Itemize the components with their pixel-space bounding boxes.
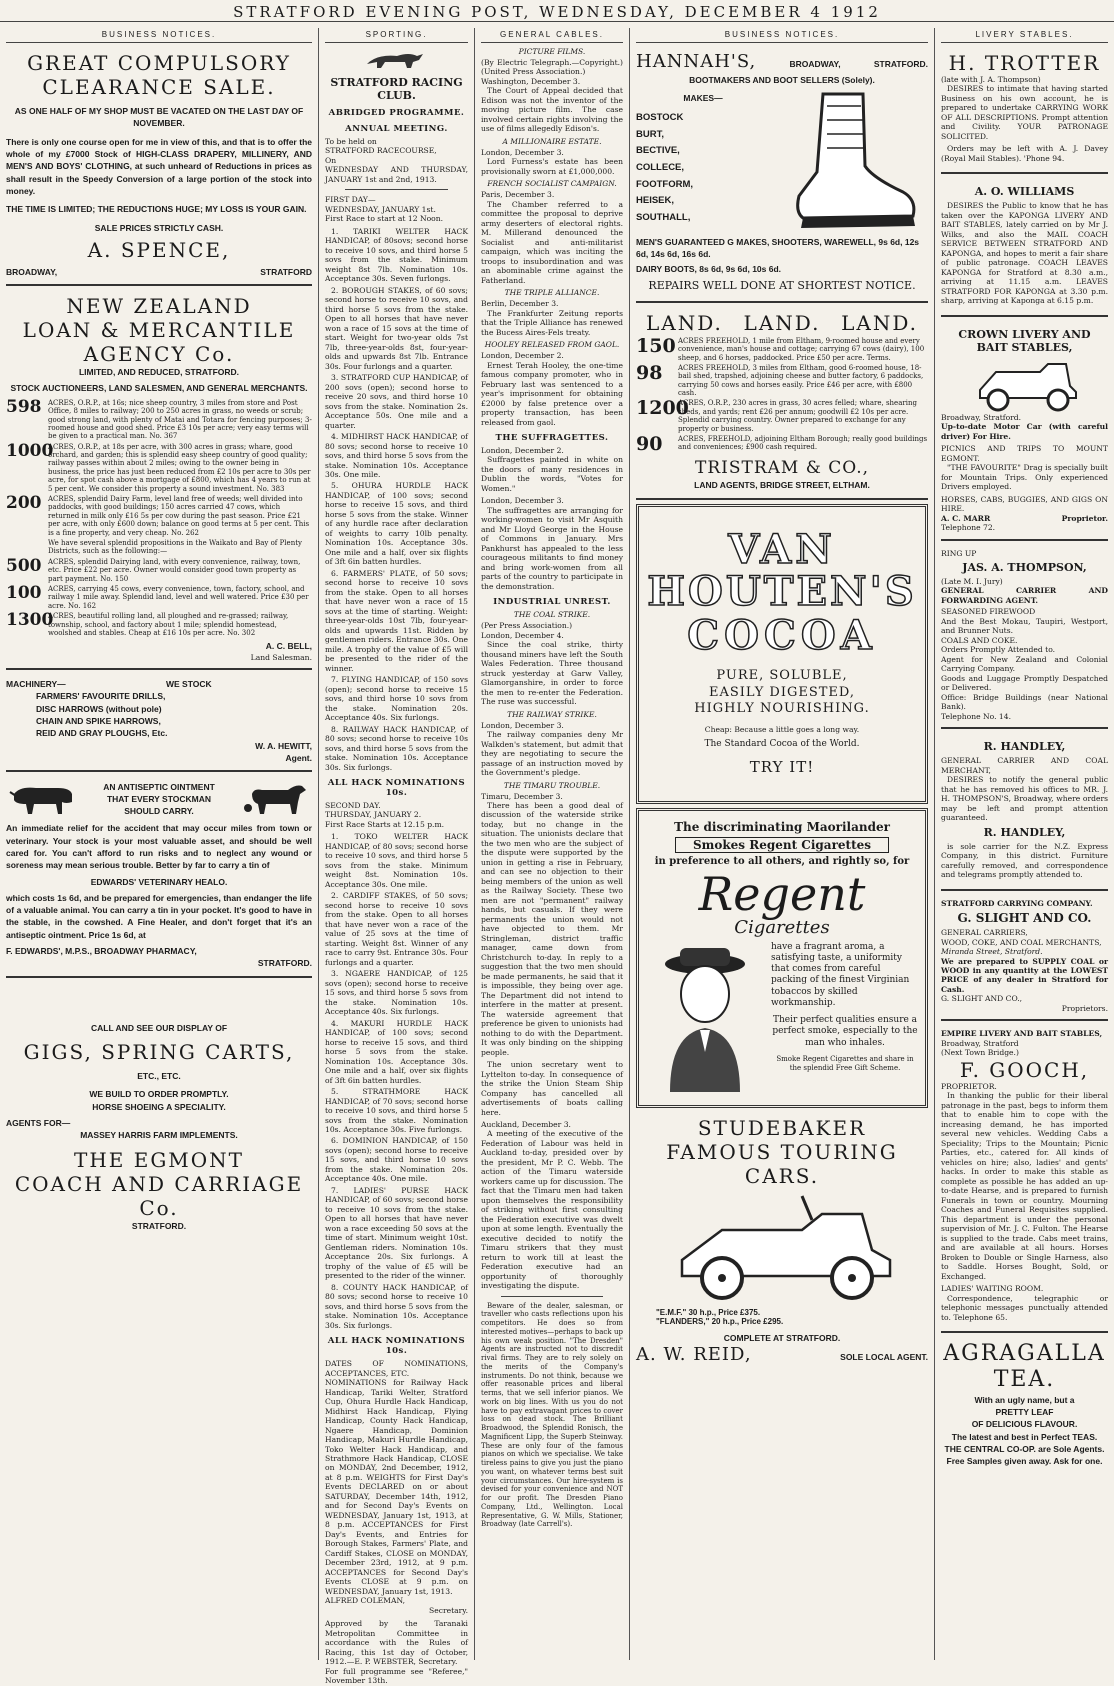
dateline-washington: Washington, December 3. <box>481 76 581 86</box>
crown-favourite: "THE FAVOURITE" Drag is specially built for Mountain Trips. Only experienced Drivers employed. <box>941 463 1108 492</box>
crown-prop-title: Proprietor. <box>1061 513 1108 523</box>
land-listing <box>6 555 312 583</box>
cocoa-cheap: Cheap: Because a little goes a long way. <box>704 725 860 735</box>
gigs-agents: AGENTS FOR— <box>6 1117 71 1128</box>
listing-text: ACRES, O.R.P., at 16s; nice sheep country, 3 miles from store and Post Office, 8 miles to railway; 200 to 250 acres in grass, no weeds or scrub; good strong land, with plenty of Matai and Totara for fencing purposes; 3-roomed house and good shed. Price £3 10s per acre; very easy terms will be given to a practical man. No. 367 <box>48 398 312 441</box>
boot-brand: SOUTHALL, <box>636 211 691 223</box>
land-ad <box>636 307 928 500</box>
van-houten-cocoa-ad <box>636 504 928 804</box>
annual-meeting: ANNUAL MEETING. <box>345 124 448 134</box>
studebaker-complete: COMPLETE AT STRATFORD. <box>723 1332 841 1343</box>
studebaker-title-2: FAMOUS TOURING CARS. <box>666 1139 898 1188</box>
hannah-town: STRATFORD. <box>873 59 928 69</box>
day-one-start: First Race to start at 12 Noon. <box>325 214 444 224</box>
thompson-best: And the Best Mokau, Taupiri, Westport, and Brunner Nuts. <box>941 616 1108 636</box>
empire-body: In thanking the public for their liberal patronage in the past, begs to inform them that to enable him to cope with the increasing demand, he has imported several new vehicles. Wedding Cabs a Speciality; Trips to the Mountain; Picnic Parties, etc., catered for. All kinds of vehicles on hire; also, ladies' and gents' hacks. In order to make this stable as complete as possible he has added an up-to-date Hearse, and is prepared to furnish Funerals in town or country. Mourning Coaches and Funeral Requisites supplied. This department is under the personal supervision of Mr. J. C. Fulton. The Hearse is supplied to the trade. Cabs meet trains, and are available at all hours. Horses Broken to Double or Single Harness, also to Saddle. Horses Bought, Sold, or Exchanged. <box>941 1091 1108 1281</box>
machinery-item: REID AND GRAY PLOUGHS, Etc. <box>36 728 168 739</box>
picture-films-head: PICTURE FILMS. <box>518 47 586 56</box>
clearance-addr-right: STRATFORD <box>260 266 312 277</box>
williams-name: A. O. WILLIAMS <box>974 185 1075 199</box>
cocoa-standard: The Standard Cocoa of the World. <box>704 738 860 749</box>
timaru-body-3: A meeting of the executive of the Federation of Labour was held in Auckland to-day, presided over by the president, Mr P. C. Webb. The action of the Timaru waterside workers came up for discussion. The fact that the Timaru men had taken upon themselves the responsibility of striking without first consulting the Federation executive was dwelt upon at some length. Eventually the executive decided to notify the Timaru strikers that they must return to work till at least the Federation executive had an opportunity of thoroughly investigating the dispute. <box>481 1129 623 1291</box>
crown-prop: A. C. MARR <box>941 513 991 523</box>
clearance-terms: SALE PRICES STRICTLY CASH. <box>94 222 224 233</box>
nzloan-trade: STOCK AUCTIONEERS, LAND SALESMEN, AND GENERAL MERCHANTS. <box>10 383 308 394</box>
carrying-props: Proprietors. <box>1061 1003 1108 1013</box>
dateline-timaru: Timaru, December 3. <box>481 791 563 801</box>
handley-body: DESIRES to notify the general public that he has removed his offices to MR. J. H. THOMPSON'S, Broadway, where orders may be left and prompt attention guaranteed. <box>941 775 1108 823</box>
ointment-body-2: which costs 1s 6d, and be prepared for emergencies, than endanger the life of a valuable animal. You can carry a tin in your pocket. It's good to have in the stable, in the cowshed. A Fine Healer, and don't forget that it's an antiseptic ointment. Price 1s 6d, at <box>6 892 312 940</box>
smoker-portrait-icon <box>645 942 765 1092</box>
boot-brand: BOSTOCK <box>636 112 684 124</box>
day-one-date: WEDNESDAY, JANUARY 1st. <box>325 204 436 214</box>
dateline-london-3: London, December 2. <box>481 445 564 455</box>
race-entry: 1. TARIKI WELTER HACK HANDICAP, of 80sovs; second horse to receive 10 sovs, and third horse 5 sovs from the stake. Minimum weight 8st 7lb. Nomination 10s. Acceptance 30s. Seven furlongs. <box>325 226 468 284</box>
cocoa-try: TRY IT! <box>749 757 815 776</box>
trotter-name: H. TROTTER <box>948 51 1101 75</box>
nzloan-sign-title: Land Salesman. <box>250 652 312 662</box>
thompson-ring: RING UP <box>941 548 977 558</box>
agragalla-line-2: PRETTY LEAF <box>995 1407 1054 1418</box>
handley-name: R. HANDLEY, <box>983 740 1066 754</box>
french-body: The Chamber referred to a committee the proposal to deprive army deserters of electoral rights. M. Millerand denounced the Socialist and anti-militarist campaign, which was inciting the troops to insubordination and was an abominable crime against the Fatherland. <box>481 199 623 285</box>
race-entry: 5. STRATHMORE HACK HANDICAP, of 70 sovs; second horse to receive 10 sovs, and third horse 5 sovs from the stake. Nomination 10s. Acceptance 30s. Five furlongs. <box>325 1087 468 1134</box>
machinery-instock: WE STOCK <box>166 679 212 690</box>
railway-body: The railway companies deny Mr Walkden's statement, but admit that they are negotiating to secure the passage of an instruction moved by the Government's pledge. <box>481 730 623 778</box>
dateline-london-5: London, December 4. <box>481 630 564 640</box>
secretary-name: ALFRED COLEMAN, <box>325 1596 406 1606</box>
listing-text: ACRES, FREEHOLD, adjoining Eltham Borough; really good buildings and conveniences; £900 cash required. <box>678 435 928 452</box>
secretary-title: Secretary. <box>429 1605 468 1615</box>
trotter-ad <box>941 47 1108 174</box>
dateline-london-4: London, December 3. <box>481 496 564 506</box>
cocoa-line-3: HIGHLY NOURISHING. <box>694 700 870 716</box>
listing-acres: 90 <box>636 433 663 456</box>
listing-text: We have several splendid propositions in the Waikato and Bay of Plenty Districts, such as the following:— <box>48 539 302 556</box>
ointment-ad <box>6 776 312 977</box>
ointment-seller: F. EDWARDS', M.P.S., BROADWAY PHARMACY, <box>6 946 197 957</box>
nzloan-title-1: NEW ZEALAND <box>66 294 252 319</box>
listing-text: ACRES FREEHOLD, 3 miles from Eltham, good 6-roomed house, 18-bail shed, trapshed, adjoining cheese and butter factory, 6 paddocks, carrying 50 cows and horses easily. Price £46 per acre, with £800 cash. <box>678 363 924 398</box>
race-entry: 7. FLYING HANDICAP, of 150 sovs (open); second horse to receive 15 sovs, and third horse 10 sovs from the stake. Nomination 20s. Acceptance 40s. Six furlongs. <box>325 675 468 723</box>
crown-addr: Broadway, Stratford. <box>941 412 1022 422</box>
agragalla-line-1: With an ugly name, but a <box>974 1394 1075 1405</box>
column-sporting <box>318 28 474 1686</box>
coal-body: Since the coal strike, thirty thousand miners have left the South Wales Federation. Three thousand struck yesterday at Garw Valley, Glamorganshire, in order to force the men to re-enter the Federation. The ruse was successful. <box>481 640 623 707</box>
land-agent-sub: LAND AGENTS, BRIDGE STREET, ELTHAM. <box>694 480 870 491</box>
day-two-date: THURSDAY, JANUARY 2. <box>325 810 422 820</box>
nzloan-title-2: LOAN & MERCANTILE <box>22 318 296 343</box>
boot-brand: BECTIVE, <box>636 145 680 157</box>
all-hack-1: ALL HACK NOMINATIONS 10s. <box>327 778 466 798</box>
timaru-head: THE TIMARU TROUBLE. <box>503 780 601 790</box>
column-livery-stables <box>934 28 1114 1660</box>
crown-car: Up-to-date Motor Car (with careful driver) For Hire. <box>941 422 1108 441</box>
regent-quality: Their perfect qualities ensure a perfect smoke, especially to the man who inhales. <box>772 1015 918 1048</box>
nzloan-title-3: AGENCY Co. <box>83 342 235 367</box>
section-kicker: SPORTING. <box>325 28 468 43</box>
dateline-paris: Paris, December 3. <box>481 190 555 200</box>
listing-acres: 1200 <box>636 397 689 420</box>
hooley-body: Ernest Terah Hooley, the one-time famous company promoter, who in February last was sentenced to a year's imprisonment for obtaining £2000 by false pretence over a property transaction, has been released from gaol. <box>481 360 623 427</box>
column-business-notices <box>0 28 318 1660</box>
agragalla-line-3: OF DELICIOUS FLAVOUR. <box>971 1419 1078 1430</box>
machinery-ad <box>6 674 312 772</box>
suffragettes-head: THE SUFFRAGETTES. <box>495 432 609 443</box>
thompson-agent: Agent for New Zealand and Colonial Carrying Company. <box>941 654 1108 674</box>
regent-brand: Regent <box>698 866 866 921</box>
dates-body: NOMINATIONS for Railway Hack Handicap, Tariki Welter, Stratford Cup, Ohura Hurdle Hack Handicap, Midhirst Hack Handicap, Flying Handicap, County Hack Handicap, Ngaere Handicap, Dominion Handicap, Makuri Hurdle Handicap, Toko Welter Hack Handicap, and Strathmore Hack Handicap, CLOSE on MONDAY, 2nd December, 1912, at 8 p.m. WEIGHTS for First Day's Events DECLARED on or about SATURDAY, December 14th, 1912, and for Second Day's Events on WEDNESDAY, January 1st, 1913, at 8 p.m. ACCEPTANCES for First Day's Events, and Entries for Borough Stakes, Farmers' Plate, and Cardiff Stakes, CLOSE on MONDAY, December 23rd, 1912, at 9 p.m. ACCEPTANCES for Second Day's Events CLOSE at 9 p.m. on WEDNESDAY, January 1st, 1913. <box>325 1378 468 1596</box>
empire-addr: Broadway, Stratford <box>941 1038 1019 1048</box>
cocoa-line-1: PURE, SOLUBLE, <box>716 668 848 684</box>
regent-coupon: Smoke Regent Cigarettes and share in the splendid Free Gift Scheme. <box>776 1054 914 1072</box>
crown-tel: Telephone 72. <box>941 523 996 533</box>
hannah-broadway: BROADWAY, <box>789 59 841 69</box>
coal-head: THE COAL STRIKE. <box>513 610 591 620</box>
listing-acres: 98 <box>636 361 663 384</box>
per-press: (Per Press Association.) <box>481 621 573 631</box>
handley-name-2: R. HANDLEY, <box>983 825 1066 839</box>
land-agent: TRISTRAM & CO., <box>694 458 870 479</box>
suff-body-2: The suffragettes are arranging for working-women to visit Mr Asquith and Mr Lloyd George in the House of Commons in January. Mrs Pankhurst has appealed to the less courageous militants to find money and bring work-women from all parts of the country to participate in the demonstration. <box>481 505 623 591</box>
thompson-name: JAS. A. THOMPSON, <box>962 560 1087 574</box>
regent-line-2: Smokes Regent Cigarettes <box>675 837 889 853</box>
carrying-company-ad <box>941 895 1108 1022</box>
gigs-massey: MASSEY HARRIS FARM IMPLEMENTS. <box>80 1130 238 1141</box>
by-electric: (By Electric Telegraph.—Copyright.) (United Press Association.) <box>481 58 623 77</box>
clearance-title-1: GREAT COMPULSORY <box>27 51 291 75</box>
listing-acres: 1300 <box>6 610 54 631</box>
racing-horse-ornament-icon <box>325 47 468 73</box>
bull-illustration-icon <box>6 780 78 818</box>
thompson-coals: COALS AND COKE. <box>941 635 1018 645</box>
touring-car-illustration-icon <box>636 1188 928 1308</box>
cocoa-line-2: EASILY DIGESTED, <box>708 684 856 700</box>
section-kicker: BUSINESS NOTICES. <box>6 28 312 43</box>
crown-picnics: PICNICS AND TRIPS TO MOUNT EGMONT. <box>941 444 1108 463</box>
railway-head: THE RAILWAY STRIKE. <box>507 709 597 719</box>
race-entry: 5. OHURA HURDLE HACK HANDICAP, of 100 sovs; second horse to receive 15 sovs, and third horse 5 sovs from the stake. Winner of any hurdle race after declaration of weights to carry 10lb penalty. Nomination 10s. Acceptance 30s. One mile and a half, over six flights of 3ft 6in batten hurdles. <box>325 481 468 567</box>
williams-body: DESIRES the Public to know that he has taken over the KAPONGA LIVERY AND BAIT STABLES, lately carried on by Mr J. Wilks, and also the MAIL COACH SERVICE BETWEEN STRATFORD AND KAPONGA, and hopes to merit a fair share of public patronage. COACH LEAVES KAPONGA for Stratford at 8.30 a.m., arriving at 11.15 a.m. LEAVES STRATFORD FOR KAPONGA at 3.30 p.m. sharp, arriving at Kaponga at 6.15 p.m. <box>941 201 1108 306</box>
column-business-notices-2 <box>629 28 934 1660</box>
carrying-gen: GENERAL CARRIERS, <box>941 928 1028 938</box>
trotter-late: (late with J. A. Thompson) <box>941 75 1041 84</box>
machinery-item: CHAIN AND SPIKE HARROWS, <box>36 716 161 727</box>
ointment-head-2: THAT EVERY STOCKMAN <box>106 794 212 805</box>
gigs-title: GIGS, SPRING CARTS, <box>23 1040 295 1065</box>
thompson-tel: Telephone No. 14. <box>941 711 1012 721</box>
hannah-repairs: REPAIRS WELL DONE AT SHORTEST NOTICE. <box>648 278 916 292</box>
nz-loan-ad <box>6 290 312 670</box>
millionaire-head: A MILLIONAIRE ESTATE. <box>502 136 602 146</box>
race-entry: 3. NGAERE HANDICAP, of 125 sovs (open); second horse to receive 15 sovs, and third horse 5 sovs from the stake. Nomination 10s. Acceptance 40s. Six furlongs. <box>325 969 468 1017</box>
section-kicker: GENERAL CABLES. <box>481 28 623 43</box>
thompson-general: GENERAL CARRIER AND FORWARDING AGENT. <box>941 586 1108 605</box>
hannah-sub: BOOTMAKERS AND BOOT SELLERS (Solely). <box>689 74 875 85</box>
on-label: On <box>325 155 337 165</box>
empire-prop: PROPRIETOR. <box>941 1081 997 1091</box>
gigs-build: WE BUILD TO ORDER PROMPTLY. <box>89 1089 229 1100</box>
listing-acres: 598 <box>6 396 42 417</box>
listing-text: ACRES, beautiful rolling land, all ploughed and re-grassed; railway, township, school, and factory about 1 mile; splendid homestead, woolshed and stables. Cheap at £16 10s per acre. No. 302 <box>48 612 289 637</box>
cocoa-van: VAN <box>728 526 836 574</box>
dresden-ad: Beware of the dealer, salesman, or traveller who casts reflections upon his competitors. He does so from interested motives—perhaps to back up his own weak position. "The Dresden" Agents are instructed not to discredit rival firms. They are to rely solely on the merits of the Company's instruments. Do not think, because we offer reasonable prices and liberal terms, that we sell inferior pianos. We work on big lines. With us you do not have to pay extravagant prices to cover loss on dead stock. The Brilliant Broadwood, the Splendid Ronisch, the Magnificent Lipp, the Superb Steinway. These are only four of the famous pianos on which we specialise. We take tireless pains to give you just the piano you want, on whatever terms best suit your circumstances. Our hire-system is devised for your convenience and NOT for our profit. The Dresden Piano Company, Ltd., Wellington. Local Representative, G. W. Mills, Stationer, Broadway (late Carrell's). <box>481 1301 623 1529</box>
carrying-slight: G. SLIGHT AND CO. <box>957 911 1092 926</box>
listing-text: ACRES, O.R.P., at 18s per acre, with 300 acres in grass; whare, good orchard, and garden; this is splendid easy sheep country of good quality; railway passes within about 2 miles; owing to the owner being in business, the price has just been reduced from £2 10s per acre to 30s per acre, for spot cash above a mortgage of £800, which has 4 years to run at 5 per cent. We consider this property a sound investment. No. 383 <box>48 442 311 493</box>
listing-acres: 200 <box>6 493 42 514</box>
regent-line-1: The discriminating Maorilander <box>674 819 890 834</box>
race-entry: 7. LADIES' PURSE HACK HANDICAP, of 60 sovs; second horse to receive 10 sovs from the stake. Open to all horses that have never won a race exceeding 50 sovs at the time of start. Minimum weight 10st. Gentleman riders. Nomination 10s. Acceptance 20s. Six furlongs. A trophy of the value of £5 will be presented to the rider of the winner. <box>325 1185 468 1281</box>
empire-livery-ad <box>941 1025 1108 1333</box>
studebaker-ad <box>636 1112 928 1373</box>
regent-cigarettes-ad <box>636 808 928 1108</box>
agragalla-line-5: THE CENTRAL CO-OP. are Sole Agents. Free Samples given away. Ask for one. <box>944 1444 1105 1467</box>
dateline-london-6: London, December 3. <box>481 720 564 730</box>
machinery-list <box>6 690 312 739</box>
clearance-addr-left: BROADWAY, <box>6 266 58 277</box>
empire-ladies: LADIES' WAITING ROOM. <box>941 1284 1044 1294</box>
williams-ad <box>941 178 1108 316</box>
land-listing <box>6 495 312 537</box>
day-two: SECOND DAY. <box>325 801 381 810</box>
day-two-races <box>325 832 468 1330</box>
carrying-supply: We are prepared to SUPPLY COAL or WOOD in any quantity at the LOWEST PRICE of any dealer in Stratford for Cash. <box>941 956 1108 994</box>
thompson-goods: Goods and Luggage Promptly Despatched or Delivered. <box>941 673 1108 693</box>
thompson-ad <box>941 545 1108 730</box>
studebaker-price-1: "E.M.F." 30 h.p., Price £375. <box>656 1307 761 1317</box>
gigs-name-1: THE EGMONT <box>73 1147 245 1172</box>
clearance-name: A. SPENCE, <box>87 237 231 262</box>
agragalla-title-1: AGRAGALLA <box>943 1340 1106 1366</box>
race-entry: 6. FARMERS' PLATE, of 50 sovs; second horse to receive 10 sovs from the stake. Open to all horses that have never won a race of 15 sovs at the time of starting. Weight: three-year-olds 10st 7lb, four-year-olds and upwards 11st. Ridden by gentlemen riders. Entrance 30s. One mile. A trophy of the value of £5 will be presented to the rider of the winner. <box>325 568 468 673</box>
dateline-london-2: London, December 2. <box>481 351 564 361</box>
listing-acres: 500 <box>6 555 42 576</box>
listing-text: ACRES, splendid Dairy Farm, level land free of weeds; well divided into paddocks, with good buildings; 150 acres carried 47 cows, which returned in milk only £16 5s per cow during the past season. Price £21 per acre, with only £600 down; balance on good terms at 5 per cent. This is a fine property, and very cheap. No. 262 <box>48 495 310 537</box>
racing-club-title: STRATFORD RACING CLUB. <box>330 76 463 102</box>
unrest-head: INDUSTRIAL UNREST. <box>493 597 611 608</box>
held-on: To be held on <box>325 137 377 146</box>
horse-illustration-icon <box>240 780 312 818</box>
race-entry: 8. COUNTY HACK HANDICAP, of 80 sovs; second horse to receive 10 sovs, and third horse 5 sovs from the stake. Nomination 10s. Acceptance 30s. Six furlongs. <box>325 1282 468 1330</box>
nzloan-listings <box>6 396 312 638</box>
crown-title: CROWN LIVERY AND BAIT STABLES, <box>958 327 1091 354</box>
carrying-addr: Miranda Street, Stratford. <box>941 947 1043 957</box>
land-listing <box>636 334 928 362</box>
agragalla-tea-ad <box>941 1337 1108 1474</box>
washington-body: The Court of Appeal decided that Edison was not the inventor of the moving picture film. The case involved certain rights involving the use of films allegedly Edison's. <box>481 86 623 134</box>
nzloan-sign: A. C. BELL, <box>265 641 312 652</box>
empire-title: EMPIRE LIVERY AND BAIT STABLES, <box>941 1029 1103 1039</box>
timaru-body-1: There has been a good deal of discussion of the waterside strike today, but no change in the situation. The unionists declare that the two men who are the subject of the dispute were supported by the union in getting a rise in February, and can see no objection to their being members of the union as well as the Railway Society. These two men are not "permanent" railway hands, but casuals. If they were permanents the union would not have objected to them. Mr Stringleman, district traffic manager, came down from Christchurch to-day. In reply to a suggestion that the two men should be made permanents, he said that it is impossible, they being over age. The Department did not intend to interfere in the matter at present. The waterside agreement that preference be given to unionists had nothing to do with the Department. It was only binding on the shipping people. <box>481 801 623 1057</box>
race-entry: 1. TOKO WELTER HACK HANDICAP, of 80 sovs; second horse to receive 10 sovs, and third horse 5 sovs from the stake. Minimum weight 8st. Nomination 10s. Acceptance 30s. One mile. <box>325 832 468 889</box>
listing-text: ACRES FREEHOLD, 1 mile from Eltham, 9-roomed house and every convenience, man's house and cottage; carrying 67 cows (dairy), 100 sheep, and 6 horses, paddocked. Price £50 per acre. Terms. <box>678 336 925 362</box>
machinery-sign-title: Agent. <box>285 752 312 763</box>
section-kicker: BUSINESS NOTICES. <box>636 28 928 43</box>
cocoa-houtens: HOUTEN'S <box>647 568 917 616</box>
regent-line-3: in preference to all others, and rightly so, for <box>654 855 910 867</box>
hannah-name: HANNAH'S, <box>636 51 757 72</box>
venue: STRATFORD RACECOURSE, <box>325 146 437 156</box>
boot-illustration-icon <box>778 86 928 236</box>
all-hack-2: ALL HACK NOMINATIONS 10s. <box>327 1336 466 1357</box>
hannah-mens: MEN'S GUARANTEED G MAKES, SHOOTERS, WAREWELL, 9s 6d, 12s 6d, 14s 6d, 16s 6d. <box>636 236 920 260</box>
timaru-body-2: The union secretary went to Lyttelton to-day. In consequence of the strike the Union Steam Ship Company has cancelled all advertisements of boats calling here. <box>481 1060 623 1117</box>
day-one: FIRST DAY— <box>325 195 376 205</box>
ointment-town: STRATFORD. <box>257 958 312 969</box>
ointment-head-3: SHOULD CARRY. <box>124 806 194 817</box>
clearance-sale-ad <box>6 47 312 286</box>
listing-acres: 150 <box>636 334 676 357</box>
listing-acres <box>6 539 44 556</box>
dateline-auckland: Auckland, December 3. <box>481 1119 571 1129</box>
nzloan-limited: LIMITED, AND REDUCED, STRATFORD. <box>78 367 240 378</box>
listing-acres: 1000 <box>6 440 54 461</box>
machinery-sign: W. A. HEWITT, <box>255 740 312 751</box>
land-title-1: LAND. <box>646 310 723 335</box>
gigs-etc: ETC., ETC. <box>137 1071 181 1082</box>
ointment-body-1: An immediate relief for the accident that may occur miles from town or veterinary. Your stock is your most valuable asset, and should be well cared for. You can't afford to run risks and to neglect any wound or soreness may mean serious trouble. Better by far to carry a tin of <box>6 823 312 871</box>
land-title-2: LAND. <box>743 310 821 335</box>
dates-heading: DATES OF NOMINATIONS, ACCEPTANCES, ETC. <box>325 1359 468 1378</box>
boot-brand: COLLECE, <box>636 162 685 173</box>
handley-sub: GENERAL CARRIER AND COAL MERCHANT, <box>941 756 1108 775</box>
french-head: FRENCH SOCIALIST CAMPAIGN. <box>487 179 617 189</box>
land-listing <box>6 539 312 556</box>
handley-ad <box>941 733 1108 890</box>
carrying-wood: WOOD, COKE, AND COAL MERCHANTS, <box>941 937 1102 947</box>
agragalla-title-2: TEA. <box>993 1367 1056 1393</box>
ointment-head-1: AN ANTISEPTIC OINTMENT <box>103 781 215 792</box>
thompson-late: (Late M. I. Jury) <box>941 576 1003 586</box>
hannah-makes: MAKES— <box>683 92 723 103</box>
machinery-item: DISC HARROWS (without pole) <box>36 703 162 714</box>
masthead: STRATFORD EVENING POST, WEDNESDAY, DECEMBER 4 1912 <box>0 0 1114 22</box>
regent-body: have a fragrant aroma, a satisfying taste, a uniformity that comes from careful packing of the finest Virginian tobaccos by skilled workmanship. <box>771 941 910 1008</box>
listing-text: ACRES, splendid Dairying land, with every convenience, railway, town, etc. Price £22 per acre. Owner would consider good town property as part payment. No. 150 <box>48 557 301 583</box>
land-title-3: LAND. <box>841 310 918 335</box>
cocoa-name: COCOA <box>687 612 877 660</box>
carrying-sign: G. SLIGHT AND CO., <box>941 994 1023 1004</box>
race-entry: 4. MAKURI HURDLE HACK HANDICAP, of 100 sovs; second horse to receive 15 sovs, and third horse 5 sovs from the stake. Nomination 10s. Acceptance 30s. One mile and a half, over six flights of 3ft 6in batten hurdles. <box>325 1018 468 1085</box>
race-entry: 4. MIDHIRST HACK HANDICAP, of 80 sovs; second horse to receive 10 sovs, and third horse 5 sovs from the stake. Nomination 10s. Acceptance 30s. One mile. <box>325 432 468 479</box>
land-listing <box>6 612 312 637</box>
thompson-firewood: SEASONED FIREWOOD <box>941 607 1036 617</box>
dateline-london-1: London, December 3. <box>481 147 564 157</box>
land-listings <box>636 334 928 456</box>
land-listing <box>636 361 928 398</box>
empire-corr: Correspondence, telegraphic or telephonic messages punctually attended to. Telephone 65. <box>941 1293 1108 1322</box>
clearance-body: There is only one course open for me in view of this, and that is to offer the whole of my £7000 Stock of HIGH-CLASS DRAPERY, MILLINERY, AND MEN'S AND BOYS' CLOTHING, at such unheard of Reductions in prices as shall result in the Speedy Conversion of a large portion of the stock into money. <box>6 136 312 196</box>
boot-brand: FOOTFORM, <box>636 178 693 190</box>
thompson-orders: Orders Promptly Attended to. <box>941 645 1056 655</box>
listing-text: ACRES, carrying 45 cows, every convenience, town, factory, school, and railway 1 mile away. Splendid land, level and well watered. Price £30 per acre. No. 162 <box>48 584 309 610</box>
meeting-dates: WEDNESDAY AND THURSDAY, JANUARY 1st and 2nd, 1913. <box>325 165 468 184</box>
empire-next: (Next Town Bridge.) <box>941 1048 1019 1058</box>
listing-acres: 100 <box>6 582 42 603</box>
hannah-ad <box>636 47 928 303</box>
crown-livery-ad <box>941 321 1108 541</box>
approval-footer: Approved by the Taranaki Metropolitan Committee in accordance with the Rules of Racing, this 1st day of October, 1912.—E. P. WEBSTER, Secretary. <box>325 1619 468 1667</box>
land-listing <box>636 399 928 433</box>
clearance-limited: THE TIME IS LIMITED; THE REDUCTIONS HUGE; MY LOSS IS YOUR GAIN. <box>6 204 307 215</box>
carrying-title: STRATFORD CARRYING COMPANY. <box>941 898 1093 908</box>
regent-cigarettes: Cigarettes <box>734 916 830 938</box>
gigs-ad <box>6 982 312 1238</box>
agragalla-line-4: The latest and best in Perfect TEAS. <box>951 1431 1098 1442</box>
race-entry: 6. DOMINION HANDICAP, of 150 sovs (open); second horse to receive 15 sovs, and third horse 10 sovs from the stake. Nomination 20s. Acceptance 40s. One mile. <box>325 1136 468 1184</box>
clearance-lead: AS ONE HALF OF MY SHOP MUST BE VACATED ON THE LAST DAY OF NOVEMBER. <box>14 106 304 129</box>
triple-body: The Frankfurter Zeitung reports that the Triple Alliance has renewed the Bucess Aires-Fels treaty. <box>481 308 623 337</box>
land-listing <box>636 435 928 454</box>
land-listing <box>6 396 312 441</box>
trotter-orders: Orders may be left with A. J. Davey (Royal Mail Stables). 'Phone 94. <box>941 144 1108 163</box>
race-entry: 2. BOROUGH STAKES, of 60 sovs; second horse to receive 10 sovs, and third horse 5 sovs from the stake. Open to all horses that have never won a race of 15 sovs at the time of start. Weight for two-year olds 7st 7lb, three-year-olds 8st, four-year-olds and upwards 8st 7lb. Entrance 30s. Four furlongs and a quarter. <box>325 285 468 371</box>
studebaker-price-2: "FLANDERS," 20 h.p., Price £295. <box>656 1316 784 1326</box>
machinery-item: FARMERS' FAVOURITE DRILLS, <box>36 691 166 702</box>
boot-brand: BURT, <box>636 128 664 140</box>
section-kicker: LIVERY STABLES. <box>941 28 1108 43</box>
furness-body: Lord Furness's estate has been provisionally sworn at £1,000,000. <box>481 157 623 176</box>
gigs-town: STRATFORD. <box>131 1220 187 1231</box>
machinery-heading: MACHINERY— <box>6 679 66 690</box>
studebaker-name: A. W. REID, <box>636 1343 752 1365</box>
land-listing <box>6 440 312 493</box>
gigs-name-2: COACH AND CARRIAGE Co. <box>14 1171 304 1220</box>
studebaker-agent: SOLE LOCAL AGENT. <box>840 1351 928 1362</box>
column-general-cables <box>474 28 629 1660</box>
triple-head: THE TRIPLE ALLIANCE. <box>504 288 600 298</box>
hannah-dairy: DAIRY BOOTS, 8s 6d, 9s 6d, 10s 6d. <box>636 264 782 275</box>
day-two-start: First Race Starts at 12.15 p.m. <box>325 819 445 829</box>
ointment-product: EDWARDS' VETERINARY HEALO. <box>90 876 228 887</box>
hannah-brands <box>636 110 770 226</box>
crown-horses: HORSES, CABS, BUGGIES, AND GIGS ON HIRE. <box>941 494 1108 514</box>
day-one-races <box>325 227 468 772</box>
boot-brand: HEISEK, <box>636 195 675 207</box>
studebaker-title-1: STUDEBAKER <box>697 1115 867 1140</box>
thompson-office: Office: Bridge Buildings (near National Bank). <box>941 692 1108 712</box>
gigs-shoe: HORSE SHOEING A SPECIALITY. <box>92 1101 226 1112</box>
hooley-head: HOOLEY RELEASED FROM GAOL. <box>484 340 620 350</box>
listing-text: ACRES, O.R.P., 230 acres in grass, 30 acres felled; whare, shearing sheds, and yards; rent £26 per annum; goodwill £2 10s per acre. Splendid carrying country. Owner prepared to exchange for any property or business. <box>678 399 917 433</box>
motor-car-illustration-icon <box>941 357 1108 413</box>
race-entry: 8. RAILWAY HACK HANDICAP, of 80 sovs; second horse to receive 10s sovs, and third horse 5 sovs from the stake. Nomination 10s. Acceptance 30s. Six furlongs. <box>325 724 468 772</box>
race-entry: 3. STRATFORD CUP HANDICAP, of 200 sovs (open); second horse to receive 20 sovs, and third horse 10 sovs from the stake. Nomination 2s. Acceptance 50s. One mile and a quarter. <box>325 373 468 430</box>
race-entry: 2. CARDIFF STAKES, of 50 sovs; second horse to receive 10 sovs from the stake. Open to all horses that have never won a race of the value of 25 sovs at the time of starting. Weight 8st. Winner of any race to carry 9st. Entrance 30s. Four furlongs and a quarter. <box>325 891 468 967</box>
land-listing <box>6 582 312 610</box>
gigs-call: CALL AND SEE OUR DISPLAY OF <box>90 1022 228 1033</box>
handley-body-2: is sole carrier for the N.Z. Express Company, in this district. Furniture carefully removed, and correspondence and telegrams promptly attended to. <box>941 841 1108 880</box>
abridged-programme: ABRIDGED PROGRAMME. <box>328 108 465 118</box>
clearance-title-2: CLEARANCE SALE. <box>42 75 276 99</box>
suff-body-1: Suffragettes painted in white on the doors of many residences in Dublin the words, "Votes for Women." <box>481 455 623 493</box>
trotter-body: DESIRES to intimate that having started Business on his own account, he is prepared to undertake CARRYING WORK OF ALL DESCRIPTIONS. Prompt attention and Civility. YOUR PATRONAGE SOLICITED. <box>941 84 1108 141</box>
empire-name: F. GOOCH, <box>959 1057 1090 1082</box>
dateline-berlin: Berlin, December 3. <box>481 299 559 309</box>
programme-footer: For full programme see "Referee," November 13th. <box>325 1666 468 1686</box>
